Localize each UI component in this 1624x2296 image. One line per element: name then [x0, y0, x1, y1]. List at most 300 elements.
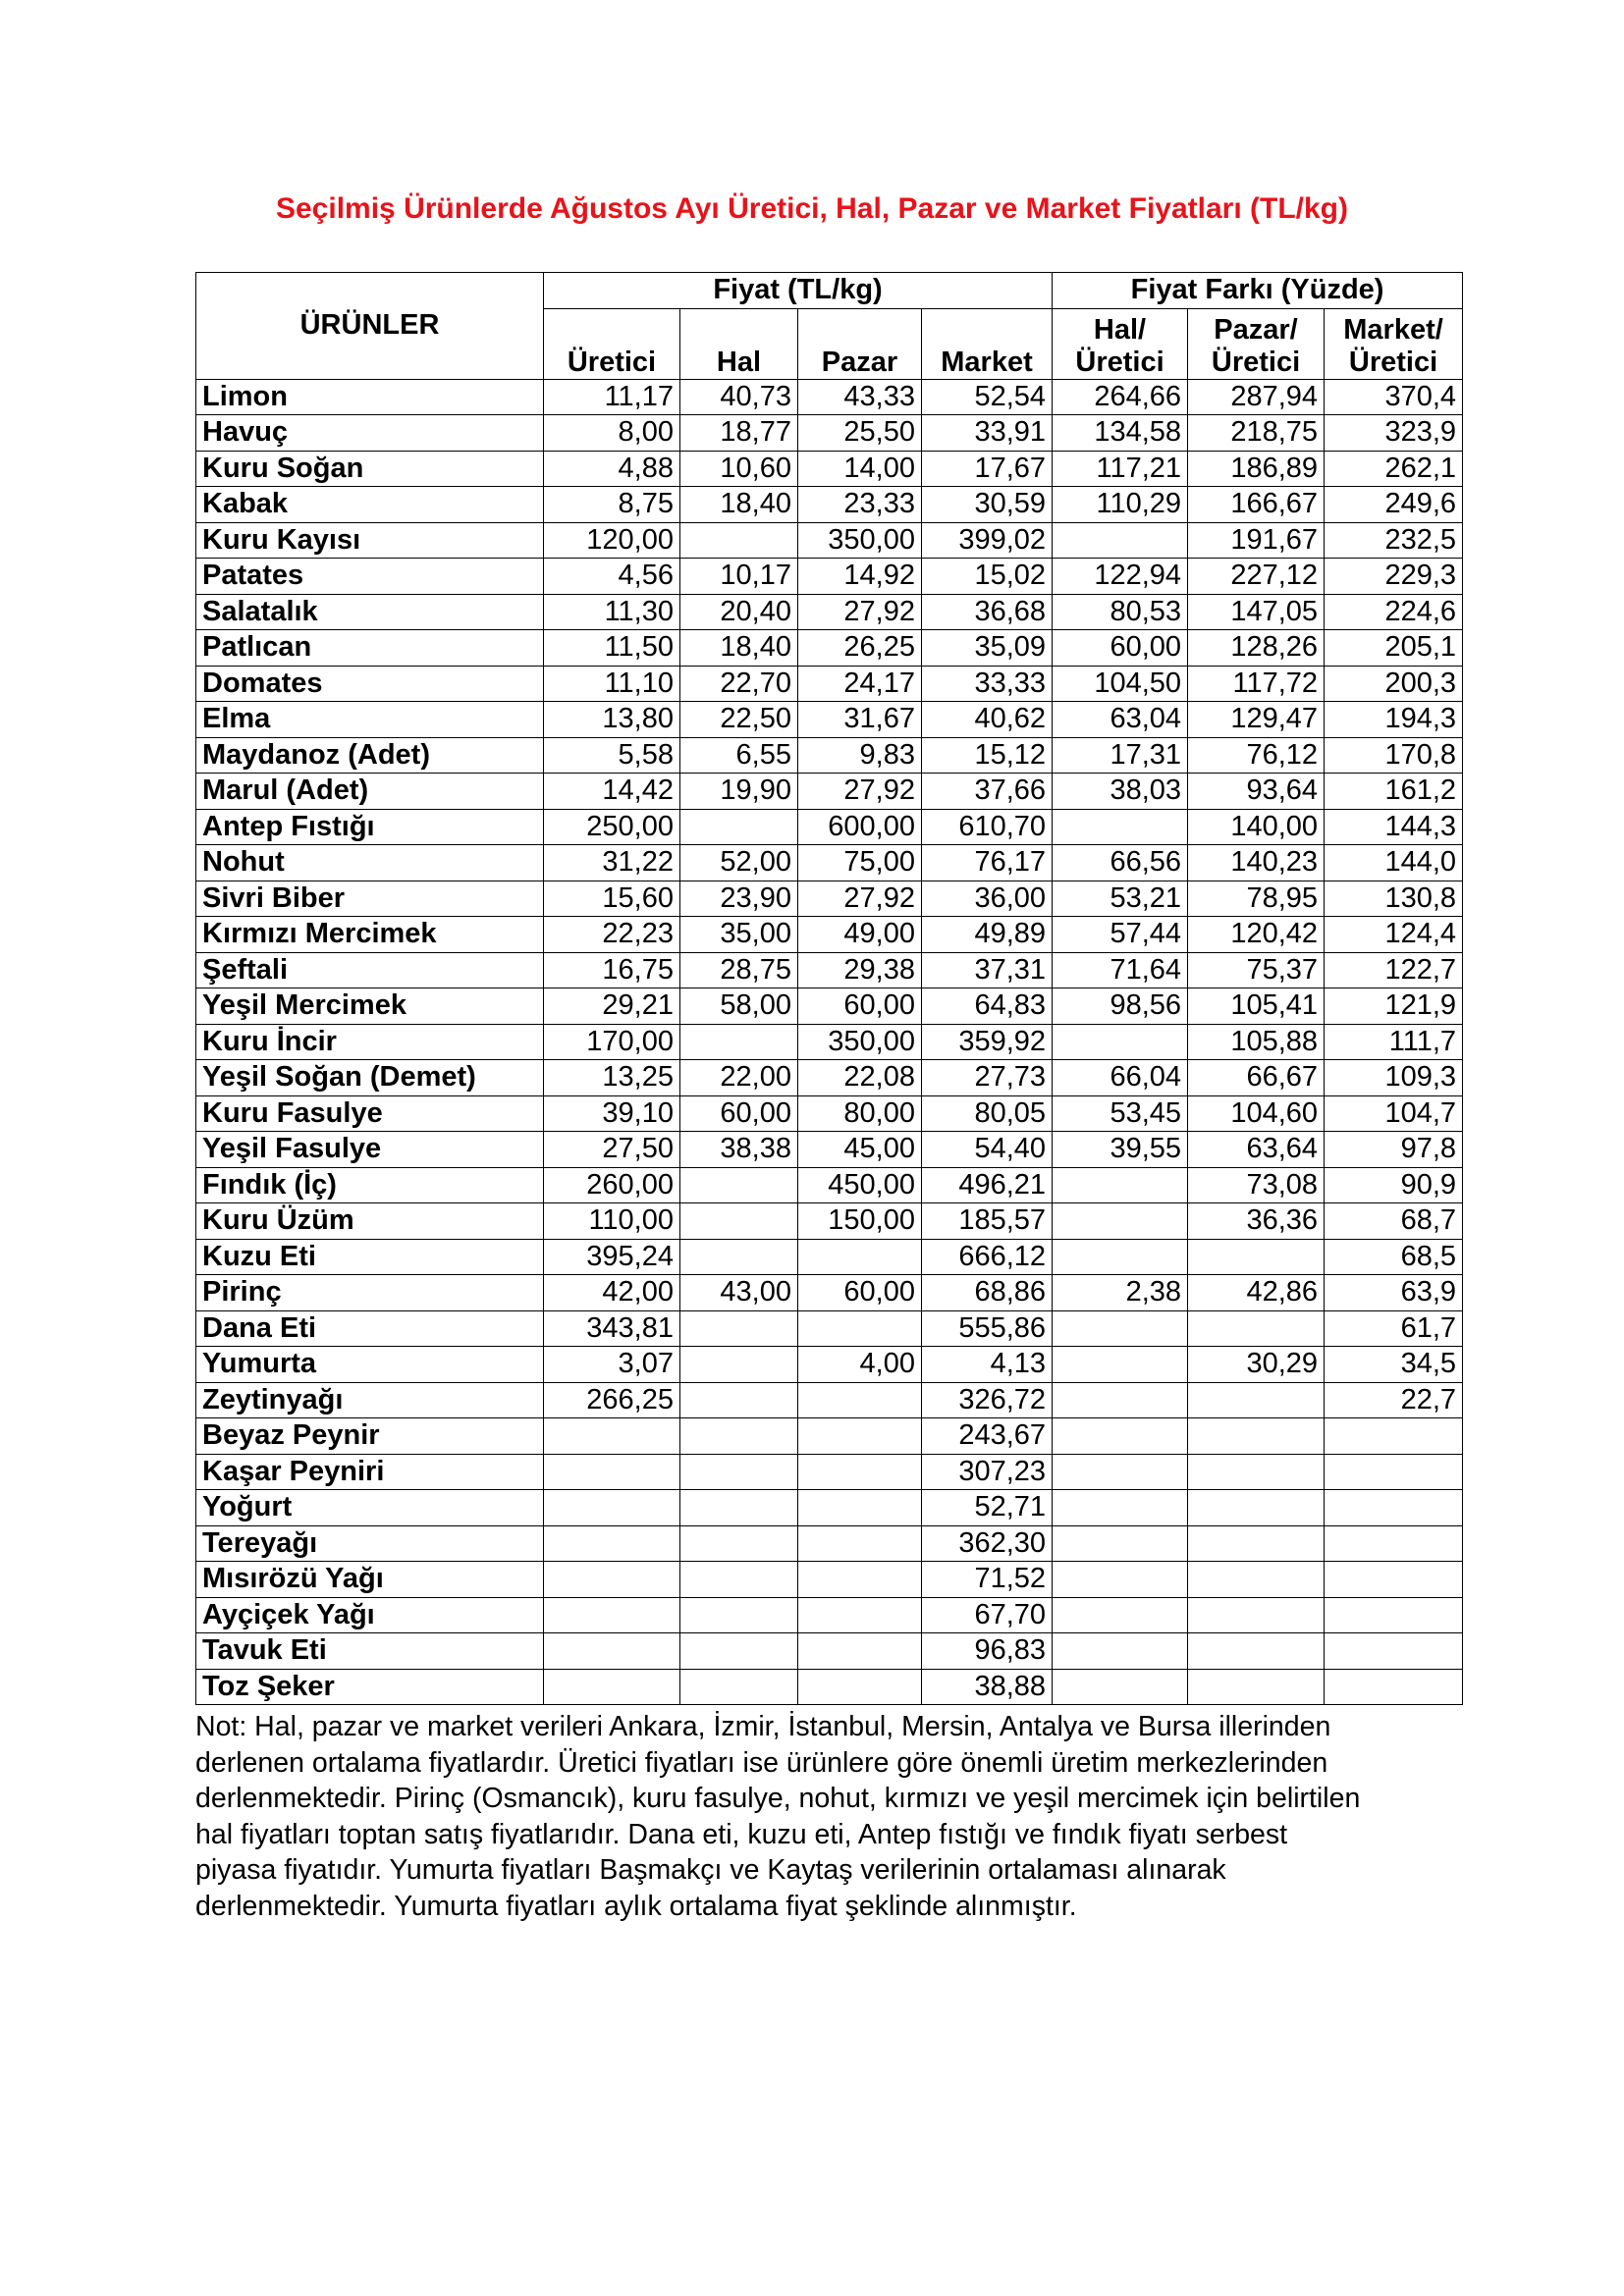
- value-cell: [680, 1490, 798, 1526]
- table-row: [196, 1167, 1463, 1203]
- value-cell: 170,8: [1325, 737, 1463, 774]
- value-cell: 97,8: [1325, 1132, 1463, 1168]
- value-cell: 117,21: [1053, 451, 1188, 487]
- value-cell: 22,00: [680, 1060, 798, 1096]
- product-name-cell: Ayçiçek Yağı: [196, 1597, 544, 1633]
- value-cell: 33,33: [922, 666, 1053, 702]
- value-cell: 17,67: [922, 451, 1053, 487]
- product-name-cell: Maydanoz (Adet): [196, 737, 544, 774]
- value-cell: 120,00: [544, 522, 680, 559]
- table-row: [196, 1418, 1463, 1455]
- product-name-cell: Marul (Adet): [196, 774, 544, 810]
- table-row: [196, 487, 1463, 523]
- product-name-cell: Yeşil Soğan (Demet): [196, 1060, 544, 1096]
- value-cell: [1053, 1203, 1188, 1240]
- table-row: [196, 559, 1463, 595]
- value-cell: 53,45: [1053, 1095, 1188, 1132]
- value-cell: [1053, 1525, 1188, 1562]
- table-row: [196, 451, 1463, 487]
- table-row: [196, 630, 1463, 667]
- footnote-line: derlenmektedir. Yumurta fiyatları aylık ortalama fiyat şeklinde alınmıştır.: [195, 1890, 1077, 1922]
- value-cell: 20,40: [680, 594, 798, 630]
- table-row: [196, 594, 1463, 630]
- value-cell: [1053, 1490, 1188, 1526]
- value-cell: 10,17: [680, 559, 798, 595]
- product-name-cell: Patlıcan: [196, 630, 544, 667]
- product-name-cell: Kabak: [196, 487, 544, 523]
- value-cell: [1053, 809, 1188, 845]
- product-name-cell: Yeşil Fasulye: [196, 1132, 544, 1168]
- value-cell: [680, 1454, 798, 1490]
- value-cell: [1188, 1562, 1325, 1598]
- table-row: [196, 952, 1463, 988]
- value-cell: 66,04: [1053, 1060, 1188, 1096]
- value-cell: 9,83: [798, 737, 922, 774]
- value-cell: 68,5: [1325, 1239, 1463, 1275]
- value-cell: 66,67: [1188, 1060, 1325, 1096]
- value-cell: [544, 1669, 680, 1705]
- hal-header: Hal: [680, 308, 798, 379]
- value-cell: 22,50: [680, 702, 798, 738]
- value-cell: 36,36: [1188, 1203, 1325, 1240]
- value-cell: 122,7: [1325, 952, 1463, 988]
- value-cell: [680, 1167, 798, 1203]
- value-cell: [544, 1633, 680, 1670]
- value-cell: 264,66: [1053, 379, 1188, 415]
- value-cell: 104,50: [1053, 666, 1188, 702]
- table-row: [196, 379, 1463, 415]
- value-cell: [1325, 1525, 1463, 1562]
- value-cell: [1188, 1418, 1325, 1455]
- value-cell: 71,64: [1053, 952, 1188, 988]
- value-cell: [1188, 1490, 1325, 1526]
- value-cell: [1188, 1382, 1325, 1418]
- value-cell: 68,7: [1325, 1203, 1463, 1240]
- value-cell: 140,00: [1188, 809, 1325, 845]
- product-name-cell: Yoğurt: [196, 1490, 544, 1526]
- value-cell: 3,07: [544, 1347, 680, 1383]
- value-cell: 42,00: [544, 1275, 680, 1311]
- product-name-cell: Sivri Biber: [196, 881, 544, 917]
- value-cell: 260,00: [544, 1167, 680, 1203]
- table-row: [196, 1633, 1463, 1670]
- value-cell: 71,52: [922, 1562, 1053, 1598]
- table-row: [196, 1347, 1463, 1383]
- table-row: [196, 1669, 1463, 1705]
- value-cell: 13,80: [544, 702, 680, 738]
- value-cell: 39,10: [544, 1095, 680, 1132]
- value-cell: 27,73: [922, 1060, 1053, 1096]
- value-cell: [1053, 1669, 1188, 1705]
- value-cell: 350,00: [798, 1024, 922, 1060]
- value-cell: 144,3: [1325, 809, 1463, 845]
- value-cell: 43,00: [680, 1275, 798, 1311]
- value-cell: [544, 1525, 680, 1562]
- value-cell: 610,70: [922, 809, 1053, 845]
- product-name-cell: Kuru Fasulye: [196, 1095, 544, 1132]
- value-cell: 17,31: [1053, 737, 1188, 774]
- value-cell: [798, 1454, 922, 1490]
- value-cell: 555,86: [922, 1310, 1053, 1347]
- value-cell: 8,75: [544, 487, 680, 523]
- value-cell: [544, 1562, 680, 1598]
- value-cell: [1053, 1597, 1188, 1633]
- value-cell: 39,55: [1053, 1132, 1188, 1168]
- value-cell: [1188, 1669, 1325, 1705]
- product-name-cell: Kuru Soğan: [196, 451, 544, 487]
- value-cell: [798, 1669, 922, 1705]
- value-cell: 75,00: [798, 845, 922, 881]
- value-cell: 66,56: [1053, 845, 1188, 881]
- value-cell: 52,71: [922, 1490, 1053, 1526]
- value-cell: [1188, 1310, 1325, 1347]
- value-cell: [680, 1418, 798, 1455]
- value-cell: [1053, 1167, 1188, 1203]
- table-row: [196, 1275, 1463, 1311]
- value-cell: 370,4: [1325, 379, 1463, 415]
- value-cell: [1053, 1382, 1188, 1418]
- market-uretici-header: Market/ Üretici: [1325, 308, 1463, 379]
- value-cell: 194,3: [1325, 702, 1463, 738]
- value-cell: 52,54: [922, 379, 1053, 415]
- value-cell: 191,67: [1188, 522, 1325, 559]
- product-name-cell: Fındık (İç): [196, 1167, 544, 1203]
- product-name-cell: Beyaz Peynir: [196, 1418, 544, 1455]
- value-cell: 120,42: [1188, 917, 1325, 953]
- value-cell: 23,33: [798, 487, 922, 523]
- value-cell: [1053, 1633, 1188, 1670]
- value-cell: 170,00: [544, 1024, 680, 1060]
- product-name-cell: Yumurta: [196, 1347, 544, 1383]
- value-cell: 350,00: [798, 522, 922, 559]
- value-cell: 105,88: [1188, 1024, 1325, 1060]
- value-cell: 60,00: [798, 1275, 922, 1311]
- value-cell: [1053, 1024, 1188, 1060]
- value-cell: [1188, 1239, 1325, 1275]
- value-cell: 38,38: [680, 1132, 798, 1168]
- product-name-cell: Patates: [196, 559, 544, 595]
- value-cell: [798, 1310, 922, 1347]
- value-cell: 27,92: [798, 774, 922, 810]
- value-cell: 362,30: [922, 1525, 1053, 1562]
- value-cell: 600,00: [798, 809, 922, 845]
- value-cell: 60,00: [680, 1095, 798, 1132]
- value-cell: [680, 1310, 798, 1347]
- value-cell: 266,25: [544, 1382, 680, 1418]
- product-name-cell: Kuzu Eti: [196, 1239, 544, 1275]
- value-cell: 22,23: [544, 917, 680, 953]
- table-row: [196, 666, 1463, 702]
- product-name-cell: Kuru Üzüm: [196, 1203, 544, 1240]
- value-cell: 134,58: [1053, 415, 1188, 452]
- value-cell: 73,08: [1188, 1167, 1325, 1203]
- value-cell: 45,00: [798, 1132, 922, 1168]
- value-cell: 395,24: [544, 1239, 680, 1275]
- value-cell: 232,5: [1325, 522, 1463, 559]
- footnote-line: derlenen ortalama fiyatlardır. Üretici fiyatları ise ürünlere göre önemli üretim merkezlerinden: [195, 1746, 1328, 1779]
- value-cell: 205,1: [1325, 630, 1463, 667]
- value-cell: 8,00: [544, 415, 680, 452]
- value-cell: 287,94: [1188, 379, 1325, 415]
- value-cell: 78,95: [1188, 881, 1325, 917]
- value-cell: 15,02: [922, 559, 1053, 595]
- value-cell: 37,66: [922, 774, 1053, 810]
- value-cell: 57,44: [1053, 917, 1188, 953]
- value-cell: 60,00: [1053, 630, 1188, 667]
- value-cell: 666,12: [922, 1239, 1053, 1275]
- value-cell: 150,00: [798, 1203, 922, 1240]
- value-cell: 35,00: [680, 917, 798, 953]
- table-row: [196, 702, 1463, 738]
- product-name-cell: Yeşil Mercimek: [196, 988, 544, 1025]
- value-cell: 67,70: [922, 1597, 1053, 1633]
- value-cell: 11,10: [544, 666, 680, 702]
- value-cell: 23,90: [680, 881, 798, 917]
- value-cell: 43,33: [798, 379, 922, 415]
- table-row: [196, 917, 1463, 953]
- value-cell: [680, 1239, 798, 1275]
- value-cell: [680, 522, 798, 559]
- product-name-cell: Tavuk Eti: [196, 1633, 544, 1670]
- table-row: [196, 1562, 1463, 1598]
- value-cell: 128,26: [1188, 630, 1325, 667]
- value-cell: 90,9: [1325, 1167, 1463, 1203]
- footnote-line: Not: Hal, pazar ve market verileri Ankara, İzmir, İstanbul, Mersin, Antalya ve Bursa illerinden: [195, 1711, 1331, 1742]
- value-cell: 22,7: [1325, 1382, 1463, 1418]
- value-cell: 14,00: [798, 451, 922, 487]
- value-cell: 11,17: [544, 379, 680, 415]
- pazar-header: Pazar: [798, 308, 922, 379]
- table-row: [196, 1203, 1463, 1240]
- value-cell: 109,3: [1325, 1060, 1463, 1096]
- product-name-cell: Nohut: [196, 845, 544, 881]
- value-cell: 36,00: [922, 881, 1053, 917]
- value-cell: 96,83: [922, 1633, 1053, 1670]
- value-cell: 27,92: [798, 881, 922, 917]
- value-cell: 63,9: [1325, 1275, 1463, 1311]
- value-cell: 104,7: [1325, 1095, 1463, 1132]
- value-cell: 75,37: [1188, 952, 1325, 988]
- value-cell: 185,57: [922, 1203, 1053, 1240]
- value-cell: 186,89: [1188, 451, 1325, 487]
- value-cell: [1325, 1633, 1463, 1670]
- diff-group-header: Fiyat Farkı (Yüzde): [1053, 273, 1463, 309]
- footnote-line: piyasa fiyatıdır. Yumurta fiyatları Başmakçı ve Kaytaş verilerinin ortalaması alınarak: [195, 1854, 1226, 1887]
- product-name-cell: Salatalık: [196, 594, 544, 630]
- value-cell: 227,12: [1188, 559, 1325, 595]
- value-cell: 76,17: [922, 845, 1053, 881]
- value-cell: [1053, 1347, 1188, 1383]
- value-cell: 140,23: [1188, 845, 1325, 881]
- table-row: [196, 1454, 1463, 1490]
- value-cell: 37,31: [922, 952, 1053, 988]
- value-cell: 76,12: [1188, 737, 1325, 774]
- value-cell: 130,8: [1325, 881, 1463, 917]
- value-cell: [1188, 1454, 1325, 1490]
- value-cell: [680, 1525, 798, 1562]
- product-name-cell: Antep Fıstığı: [196, 809, 544, 845]
- value-cell: 4,00: [798, 1347, 922, 1383]
- value-cell: 18,40: [680, 487, 798, 523]
- value-cell: 31,22: [544, 845, 680, 881]
- product-name-cell: Elma: [196, 702, 544, 738]
- value-cell: [544, 1454, 680, 1490]
- value-cell: 323,9: [1325, 415, 1463, 452]
- value-cell: [798, 1490, 922, 1526]
- product-name-cell: Toz Şeker: [196, 1669, 544, 1705]
- value-cell: [1053, 1310, 1188, 1347]
- value-cell: [1053, 1562, 1188, 1598]
- value-cell: 40,62: [922, 702, 1053, 738]
- value-cell: 19,90: [680, 774, 798, 810]
- value-cell: 147,05: [1188, 594, 1325, 630]
- value-cell: 6,55: [680, 737, 798, 774]
- value-cell: 33,91: [922, 415, 1053, 452]
- value-cell: 13,25: [544, 1060, 680, 1096]
- value-cell: 110,00: [544, 1203, 680, 1240]
- value-cell: [798, 1633, 922, 1670]
- table-row: [196, 809, 1463, 845]
- hal-uretici-header: Hal/ Üretici: [1053, 308, 1188, 379]
- value-cell: 54,40: [922, 1132, 1053, 1168]
- value-cell: 25,50: [798, 415, 922, 452]
- value-cell: [680, 1203, 798, 1240]
- value-cell: 343,81: [544, 1310, 680, 1347]
- value-cell: [1188, 1633, 1325, 1670]
- value-cell: [680, 809, 798, 845]
- product-name-cell: Domates: [196, 666, 544, 702]
- value-cell: 60,00: [798, 988, 922, 1025]
- value-cell: 15,12: [922, 737, 1053, 774]
- value-cell: 49,00: [798, 917, 922, 953]
- value-cell: [680, 1382, 798, 1418]
- table-row: [196, 1597, 1463, 1633]
- value-cell: 161,2: [1325, 774, 1463, 810]
- product-name-cell: Dana Eti: [196, 1310, 544, 1347]
- value-cell: 5,58: [544, 737, 680, 774]
- product-name-cell: Kaşar Peyniri: [196, 1454, 544, 1490]
- product-name-cell: Kuru Kayısı: [196, 522, 544, 559]
- value-cell: 11,50: [544, 630, 680, 667]
- value-cell: 58,00: [680, 988, 798, 1025]
- value-cell: 80,05: [922, 1095, 1053, 1132]
- value-cell: [680, 1024, 798, 1060]
- table-body: [196, 379, 1463, 1705]
- value-cell: 105,41: [1188, 988, 1325, 1025]
- table-row: [196, 737, 1463, 774]
- table-row: [196, 1525, 1463, 1562]
- uretici-header: Üretici: [544, 308, 680, 379]
- value-cell: 243,67: [922, 1418, 1053, 1455]
- value-cell: [1325, 1669, 1463, 1705]
- value-cell: 2,38: [1053, 1275, 1188, 1311]
- value-cell: 40,73: [680, 379, 798, 415]
- table-row: [196, 845, 1463, 881]
- table-row: [196, 1310, 1463, 1347]
- table-row: [196, 881, 1463, 917]
- table-row: [196, 1239, 1463, 1275]
- table-row: [196, 522, 1463, 559]
- value-cell: 80,00: [798, 1095, 922, 1132]
- value-cell: 34,5: [1325, 1347, 1463, 1383]
- value-cell: [798, 1239, 922, 1275]
- value-cell: 29,38: [798, 952, 922, 988]
- product-name-cell: Pirinç: [196, 1275, 544, 1311]
- value-cell: 61,7: [1325, 1310, 1463, 1347]
- table-row: [196, 1024, 1463, 1060]
- value-cell: 64,83: [922, 988, 1053, 1025]
- value-cell: 129,47: [1188, 702, 1325, 738]
- value-cell: [1053, 1418, 1188, 1455]
- value-cell: [1325, 1597, 1463, 1633]
- value-cell: [1325, 1418, 1463, 1455]
- table-row: [196, 415, 1463, 452]
- value-cell: 14,42: [544, 774, 680, 810]
- value-cell: 450,00: [798, 1167, 922, 1203]
- value-cell: 262,1: [1325, 451, 1463, 487]
- value-cell: [680, 1597, 798, 1633]
- value-cell: 111,7: [1325, 1024, 1463, 1060]
- value-cell: 200,3: [1325, 666, 1463, 702]
- value-cell: 326,72: [922, 1382, 1053, 1418]
- value-cell: 68,86: [922, 1275, 1053, 1311]
- value-cell: 11,30: [544, 594, 680, 630]
- value-cell: 38,03: [1053, 774, 1188, 810]
- value-cell: 31,67: [798, 702, 922, 738]
- value-cell: 30,29: [1188, 1347, 1325, 1383]
- value-cell: 121,9: [1325, 988, 1463, 1025]
- product-name-cell: Havuç: [196, 415, 544, 452]
- value-cell: 29,21: [544, 988, 680, 1025]
- value-cell: 124,4: [1325, 917, 1463, 953]
- value-cell: [1325, 1490, 1463, 1526]
- value-cell: 4,88: [544, 451, 680, 487]
- value-cell: [1325, 1454, 1463, 1490]
- value-cell: 98,56: [1053, 988, 1188, 1025]
- value-cell: 307,23: [922, 1454, 1053, 1490]
- value-cell: 359,92: [922, 1024, 1053, 1060]
- value-cell: 52,00: [680, 845, 798, 881]
- value-cell: [798, 1597, 922, 1633]
- value-cell: 4,13: [922, 1347, 1053, 1383]
- value-cell: 249,6: [1325, 487, 1463, 523]
- value-cell: 166,67: [1188, 487, 1325, 523]
- value-cell: [798, 1382, 922, 1418]
- table-row: [196, 1132, 1463, 1168]
- value-cell: 30,59: [922, 487, 1053, 523]
- value-cell: 10,60: [680, 451, 798, 487]
- value-cell: 63,04: [1053, 702, 1188, 738]
- value-cell: [1053, 522, 1188, 559]
- value-cell: 104,60: [1188, 1095, 1325, 1132]
- product-name-cell: Zeytinyağı: [196, 1382, 544, 1418]
- footnote-line: derlenmektedir. Pirinç (Osmancık), kuru fasulye, nohut, kırmızı ve yeşil mercimek için belirtilen: [195, 1783, 1361, 1815]
- value-cell: 27,50: [544, 1132, 680, 1168]
- value-cell: [798, 1562, 922, 1598]
- value-cell: [544, 1490, 680, 1526]
- page-title: Seçilmiş Ürünlerde Ağustos Ayı Üretici, Hal, Pazar ve Market Fiyatları (TL/kg): [275, 192, 1348, 225]
- table-row: [196, 988, 1463, 1025]
- value-cell: [680, 1669, 798, 1705]
- value-cell: 218,75: [1188, 415, 1325, 452]
- value-cell: 15,60: [544, 881, 680, 917]
- product-name-cell: Şeftali: [196, 952, 544, 988]
- value-cell: [1188, 1597, 1325, 1633]
- value-cell: [1188, 1525, 1325, 1562]
- market-header: Market: [922, 308, 1053, 379]
- value-cell: 4,56: [544, 559, 680, 595]
- products-header: ÜRÜNLER: [196, 273, 544, 380]
